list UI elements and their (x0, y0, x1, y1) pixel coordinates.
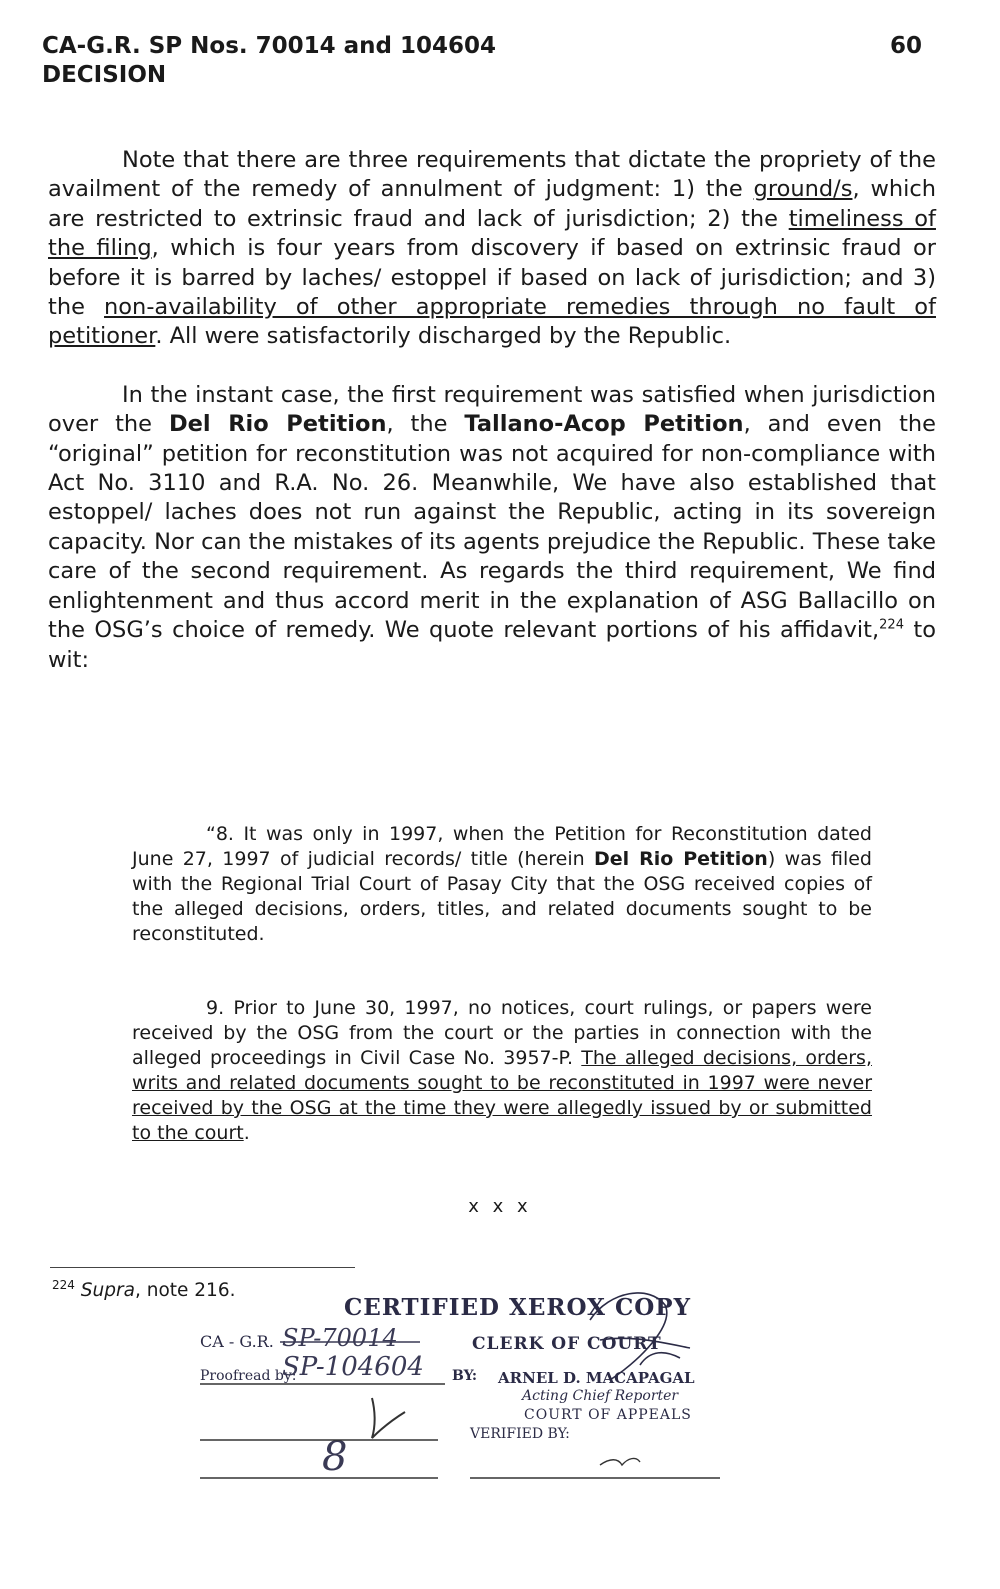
page-number: 60 (889, 33, 922, 59)
handwritten-case-number-1: SP-70014 (282, 1324, 398, 1352)
text-segment: , the (386, 411, 465, 438)
quote-paragraph-9 (132, 996, 872, 1146)
handwritten-case-number-2: SP-104604 (282, 1352, 424, 1382)
text-segment: . (243, 1122, 250, 1144)
stamp-proofread-label: Proofread by: (200, 1368, 297, 1384)
ellipsis-marker: x x x (468, 1196, 532, 1217)
stamp-case-label: CA - G.R. (200, 1332, 274, 1351)
signatures (0, 1280, 1000, 1500)
initials-left (372, 1398, 405, 1438)
text-segment: , which is four years from discovery if based on extrinsic fraud or before it is barred by laches/ estoppel if based on lack of jurisdiction; and 3) the (48, 235, 936, 321)
paragraph-instant-case (48, 381, 936, 675)
handwritten-number: 8 (322, 1434, 348, 1480)
bold-del-rio-quote: Del Rio Petition (594, 848, 768, 870)
underlined-quote: The alleged decisions, orders, writs and related documents sought to be reconstituted in 1997 were never received by the OSG at the time they were allegedly issued by or submitted to the court (132, 1047, 872, 1144)
footnote-text: , note 216. (134, 1280, 236, 1302)
stamp-by-label: BY: (452, 1368, 478, 1384)
stamp-title: CERTIFIED XEROX COPY (344, 1294, 692, 1321)
page-header (42, 32, 922, 90)
underlined-ground: ground/s (753, 176, 853, 203)
signature-right (590, 1293, 690, 1380)
text-segment: ) was filed with the Regional Trial Court of Pasay City that the OSG received copies of the alleged decisions, orders, titles, and related documents sought to be reconstituted. (132, 848, 872, 945)
paragraph-requirements (48, 146, 936, 352)
text-segment: , which are restricted to extrinsic fraud and lack of jurisdiction; 2) the (48, 176, 936, 232)
text-segment: . All were satisfactorily discharged by the Republic. (155, 323, 732, 350)
footnote-number: 224 (52, 1278, 75, 1292)
underlined-non-availability: non-availability of other appropriate remedies through no fault of petitioner (48, 294, 936, 350)
stamp-verified-label: VERIFIED BY: (470, 1426, 570, 1442)
bold-tallano-acop: Tallano-Acop Petition (464, 411, 744, 438)
footnote-ref: 224 (879, 617, 904, 633)
bold-del-rio: Del Rio Petition (168, 411, 387, 438)
footnote-divider (50, 1267, 355, 1268)
quote-paragraph-8 (132, 822, 872, 947)
stamp-name: ARNEL D. MACAPAGAL (498, 1369, 695, 1387)
text-segment: , and even the “original” petition for reconstitution was not acquired for non-compliance with Act No. 3110 and R.A. No. 26. Meanwhile, We have also established that estoppel/ laches does not run against the Republic, acting in its sovereign capacity. Nor can the mistakes of its agents prejudice the Republic. These take care of the second requirement. As regards the third requirement, We find enlightenment and thus accord merit in the explanation of ASG Ballacillo on the OSG’s choice of remedy. We quote relevant portions of his affidavit, (48, 411, 937, 644)
stamp-position: Acting Chief Reporter (522, 1388, 679, 1404)
document-type: DECISION (42, 62, 167, 88)
stamp-clerk: CLERK OF COURT (472, 1334, 662, 1354)
underlined-timeliness: timeliness of the filing (48, 205, 936, 262)
text-segment: Note that there are three requirements that dictate the propriety of the availment of the remedy of annulment of judgment: 1) the (48, 147, 936, 203)
text-segment: In the instant case, the first requirement was satisfied when jurisdiction over the (48, 381, 936, 438)
case-number: CA-G.R. SP Nos. 70014 and 104604 (42, 33, 497, 59)
text-segment: “8. It was only in 1997, when the Petition for Reconstitution dated June 27, 1997 of judicial records/ title (herein (132, 823, 872, 870)
footnote-italic: Supra (80, 1280, 135, 1302)
verified-initials (600, 1458, 640, 1465)
text-segment: 9. Prior to June 30, 1997, no notices, court rulings, or papers were received by the OSG from the court or the parties in connection with the alleged proceedings in Civil Case No. 3957-P. (132, 997, 872, 1069)
decision-body (48, 146, 936, 704)
text-segment: to wit: (48, 617, 936, 673)
stamp-office: COURT OF APPEALS (524, 1407, 692, 1423)
